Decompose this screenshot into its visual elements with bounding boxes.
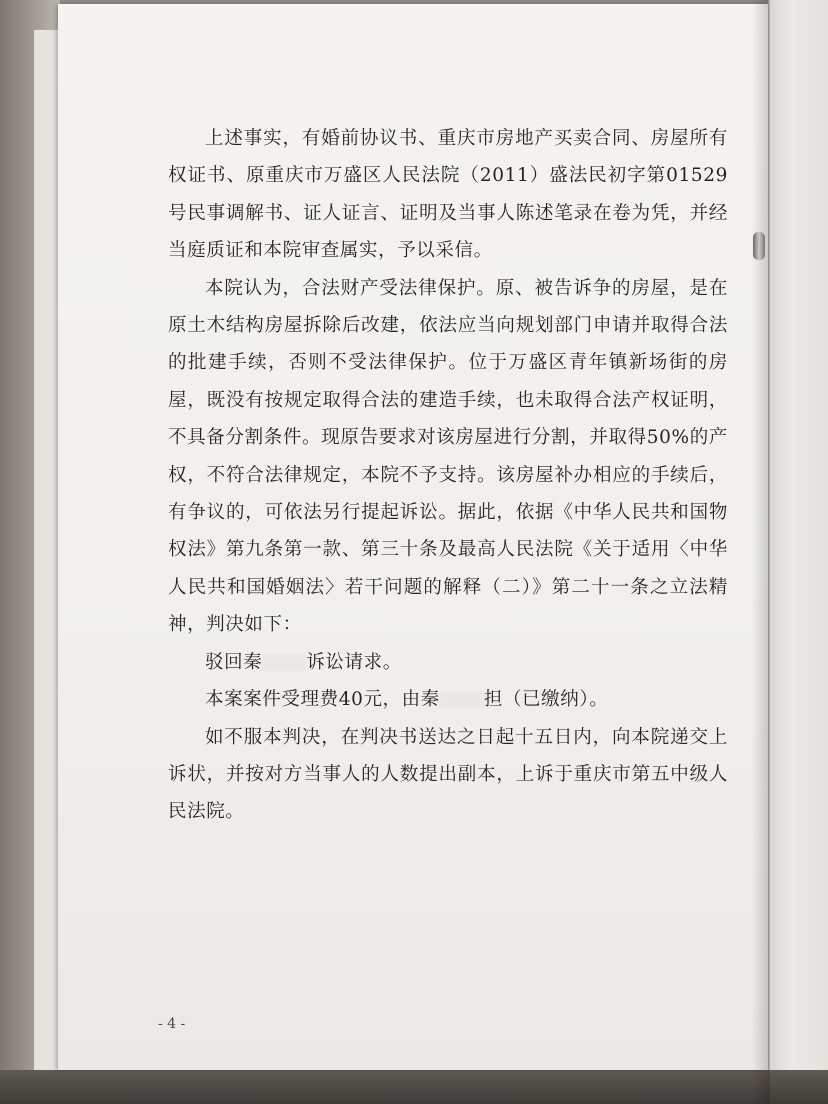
paragraph-evidence: 上述事实，有婚前协议书、重庆市房地产买卖合同、房屋所有权证书、原重庆市万盛区人民法院（2011）盛法民初字第01529号民事调解书、证人证言、证明及当事人陈述笔录在卷为凭，并经当庭质证和本院审查属实，予以采信。: [168, 128, 728, 262]
ruling-fee: [168, 681, 728, 718]
binding-shadow: [752, 0, 770, 1104]
ruling-fee-before: 本案案件受理费40元，由秦: [205, 689, 440, 711]
ruling-fee-after: 担（已缴纳）。: [483, 689, 609, 711]
paragraph-appeal: 如不服本判决，在判决书送达之日起十五日内，向本院递交上诉状，并按对方当事人的人数提出副本，上诉于重庆市第五中级人民法院。: [168, 726, 728, 823]
redacted-name: [262, 655, 306, 671]
page-number: - 4 -: [158, 1016, 186, 1032]
document-body: [168, 120, 728, 831]
ruling-dismissal: [168, 644, 728, 681]
binding-staple: [753, 232, 765, 260]
paragraph-reasoning: 本院认为，合法财产受法律保护。原、被告诉争的房屋，是在原土木结构房屋拆除后改建，依法应当向规划部门申请并取得合法的批建手续，否则不受法律保护。位于万盛区青年镇新场街的房屋，既没有按规定取得合法的建造手续，也未取得合法产权证明，不具备分割条件。现原告要求对该房屋进行分割，并取得50%的产权，不符合法律规定，本院不予支持。该房屋补办相应的手续后，有争议的，可依法另行提起诉讼。据此，依据《中华人民共和国物权法》第九条第一款、第三十条及最高人民法院《关于适用〈中华人民共和国婚姻法〉若干问题的解释（二）》第二十一条之立法精神，判决如下：: [168, 277, 728, 636]
ruling-dismissal-after: 诉讼请求。: [306, 651, 402, 673]
ruling-dismissal-before: 驳回秦: [205, 651, 263, 673]
table-surface: [0, 1070, 828, 1104]
next-page-edge: [768, 0, 828, 1104]
redacted-name: [440, 692, 484, 708]
